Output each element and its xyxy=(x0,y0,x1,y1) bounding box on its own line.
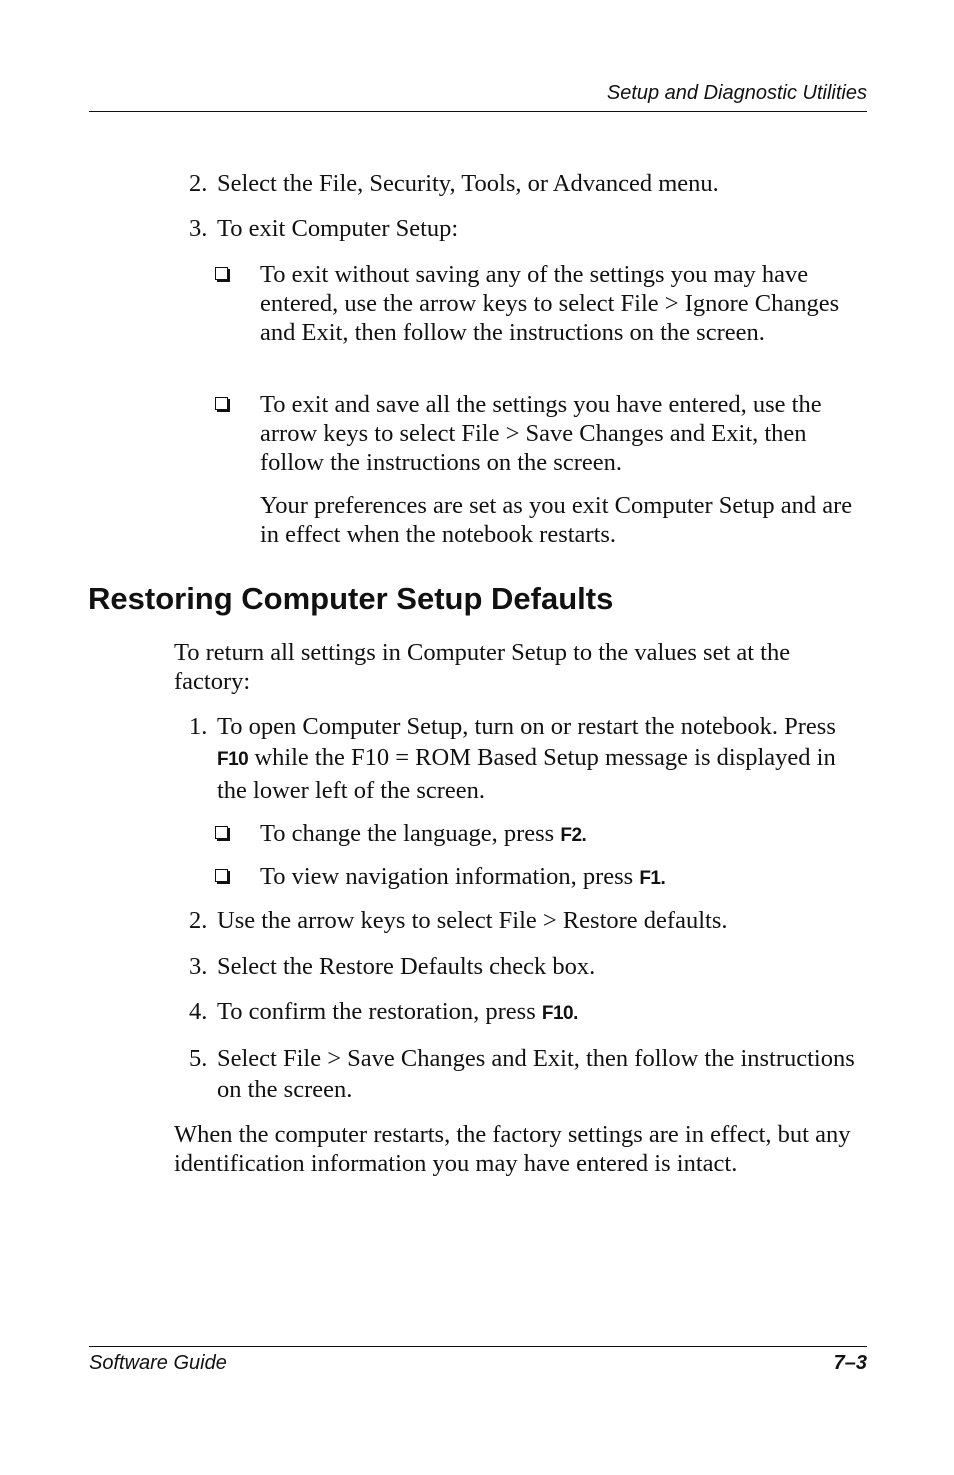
bullet-text xyxy=(260,862,870,893)
step-text xyxy=(217,711,867,806)
step-text xyxy=(217,997,867,1028)
step-text: To exit Computer Setup: xyxy=(217,215,459,242)
step-text-part: while the F10 = ROM Based Setup message is displayed in the lower left of the screen. xyxy=(217,744,836,804)
key-f10: F10 xyxy=(217,749,249,770)
step-number: 2. xyxy=(189,907,208,934)
bullet-text: To exit and save all the settings you have entered, use the arrow keys to select File > Save Changes and Exit, then follow the instructions on the screen. xyxy=(260,391,822,476)
key-f1: F1. xyxy=(639,868,666,889)
header-rule xyxy=(89,111,867,112)
bullet-text xyxy=(260,819,870,850)
bullet-text: To exit without saving any of the settings you may have entered, use the arrow keys to select File > Ignore Changes and Exit, then follow the instructions on the screen. xyxy=(260,261,840,346)
key-f10: F10. xyxy=(541,1003,578,1024)
step-text: Select File > Save Changes and Exit, then follow the instructions on the screen. xyxy=(217,1045,855,1103)
step-number: 1. xyxy=(189,713,208,740)
step-text-part: To open Computer Setup, turn on or restart the notebook. Press xyxy=(217,713,836,740)
checkbox-bullet-icon xyxy=(215,267,228,280)
page-number: 7–3 xyxy=(833,1352,867,1374)
checkbox-bullet-icon xyxy=(215,826,228,839)
checkbox-bullet-icon xyxy=(215,397,228,410)
bullet-text-part: To view navigation information, press xyxy=(260,863,640,890)
step-number: 2. xyxy=(189,170,208,197)
step-number: 3. xyxy=(189,215,208,242)
step-number: 3. xyxy=(189,953,208,980)
checkbox-bullet-icon xyxy=(215,869,228,882)
step-text-part: To confirm the restoration, press xyxy=(217,998,542,1025)
section-heading: Restoring Computer Setup Defaults xyxy=(88,581,614,616)
step-number: 5. xyxy=(189,1045,208,1072)
step-text: Select the File, Security, Tools, or Advanced menu. xyxy=(217,170,719,197)
key-f2: F2. xyxy=(560,825,587,846)
step-text: Select the Restore Defaults check box. xyxy=(217,953,596,980)
closing-paragraph: When the computer restarts, the factory settings are in effect, but any identification information you may have entered is intact. xyxy=(174,1121,851,1177)
running-header: Setup and Diagnostic Utilities xyxy=(606,82,867,104)
step-text: Use the arrow keys to select File > Restore defaults. xyxy=(217,907,728,934)
bullet-text-part: To change the language, press xyxy=(260,820,561,847)
preferences-note: Your preferences are set as you exit Computer Setup and are in effect when the notebook restarts. xyxy=(260,492,853,548)
section-intro: To return all settings in Computer Setup to the values set at the factory: xyxy=(174,639,791,695)
footer-rule xyxy=(89,1346,867,1347)
footer-guide-title: Software Guide xyxy=(89,1352,227,1374)
step-number: 4. xyxy=(189,998,208,1025)
